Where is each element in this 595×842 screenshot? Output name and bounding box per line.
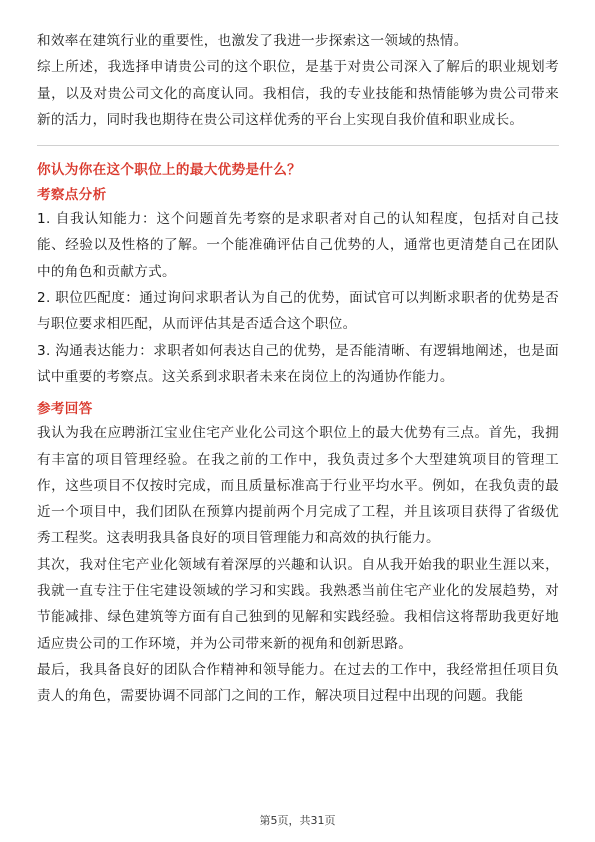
question-title: 你认为你在这个职位上的最大优势是什么？ [37, 162, 301, 179]
document-page [37, 28, 559, 710]
answer-paragraph: 最后，我具备良好的团队合作精神和领导能力。在过去的工作中，我经常担任项目负责人的角色，需要协调不同部门之间的工作，解决项目过程中出现的问题。我能 [37, 661, 559, 705]
intro-paragraph: 和效率在建筑行业的重要性，也激发了我进一步探索这一领域的热情。 [37, 33, 468, 49]
analysis-item: 1. 自我认知能力：这个问题首先考察的是求职者对自己的认知程度，包括对自己技能、经验以及性格的了解。一个能准确评估自己优势的人，通常也更清楚自己在团队中的角色和贡献方式。 [37, 211, 559, 280]
answer-paragraph: 其次，我对住宅产业化领域有着深厚的兴趣和认识。自从我开始我的职业生涯以来，我就一直专注于住宅建设领域的学习和实践。我熟悉当前住宅产业化的发展趋势，对节能减排、绿色建筑等方面有自己独到的见解和实践经验。我相信这将帮助我更好地适应贵公司的工作环境，并为公司带来新的视角和创新思路。 [37, 556, 559, 652]
answer-paragraph: 我认为我在应聘浙江宝业住宅产业化公司这个职位上的最大优势有三点。首先，我拥有丰富的项目管理经验。在我之前的工作中，我负责过多个大型建筑项目的管理工作，这些项目不仅按时完成，而且质量标准高于行业平均水平。例如，在我负责的最近一个项目中，我们团队在预算内提前两个月完成了工程，并且该项目获得了省级优秀工程奖。这表明我具备良好的项目管理能力和高效的执行能力。 [37, 425, 559, 547]
analysis-heading: 考察点分析 [37, 187, 107, 204]
analysis-item: 3. 沟通表达能力：求职者如何表达自己的优势，是否能清晰、有逻辑地阐述，也是面试中重要的考察点。这关系到求职者未来在岗位上的沟通协作能力。 [37, 342, 559, 385]
answer-heading: 参考回答 [37, 401, 93, 418]
intro-paragraph: 综上所述，我选择申请贵公司的这个职位，是基于对贵公司深入了解后的职业规划考量，以及对贵公司文化的高度认同。我相信，我的专业技能和热情能够为贵公司带来新的活力，同时我也期待在贵公司这样优秀的平台上实现自我价值和职业成长。 [37, 59, 559, 128]
section-divider [37, 145, 559, 146]
page-footer: 第5页，共31页 [259, 814, 336, 827]
analysis-item: 2. 职位匹配度：通过询问求职者认为自己的优势，面试官可以判断求职者的优势是否与职位要求相匹配，从而评估其是否适合这个职位。 [37, 290, 559, 333]
